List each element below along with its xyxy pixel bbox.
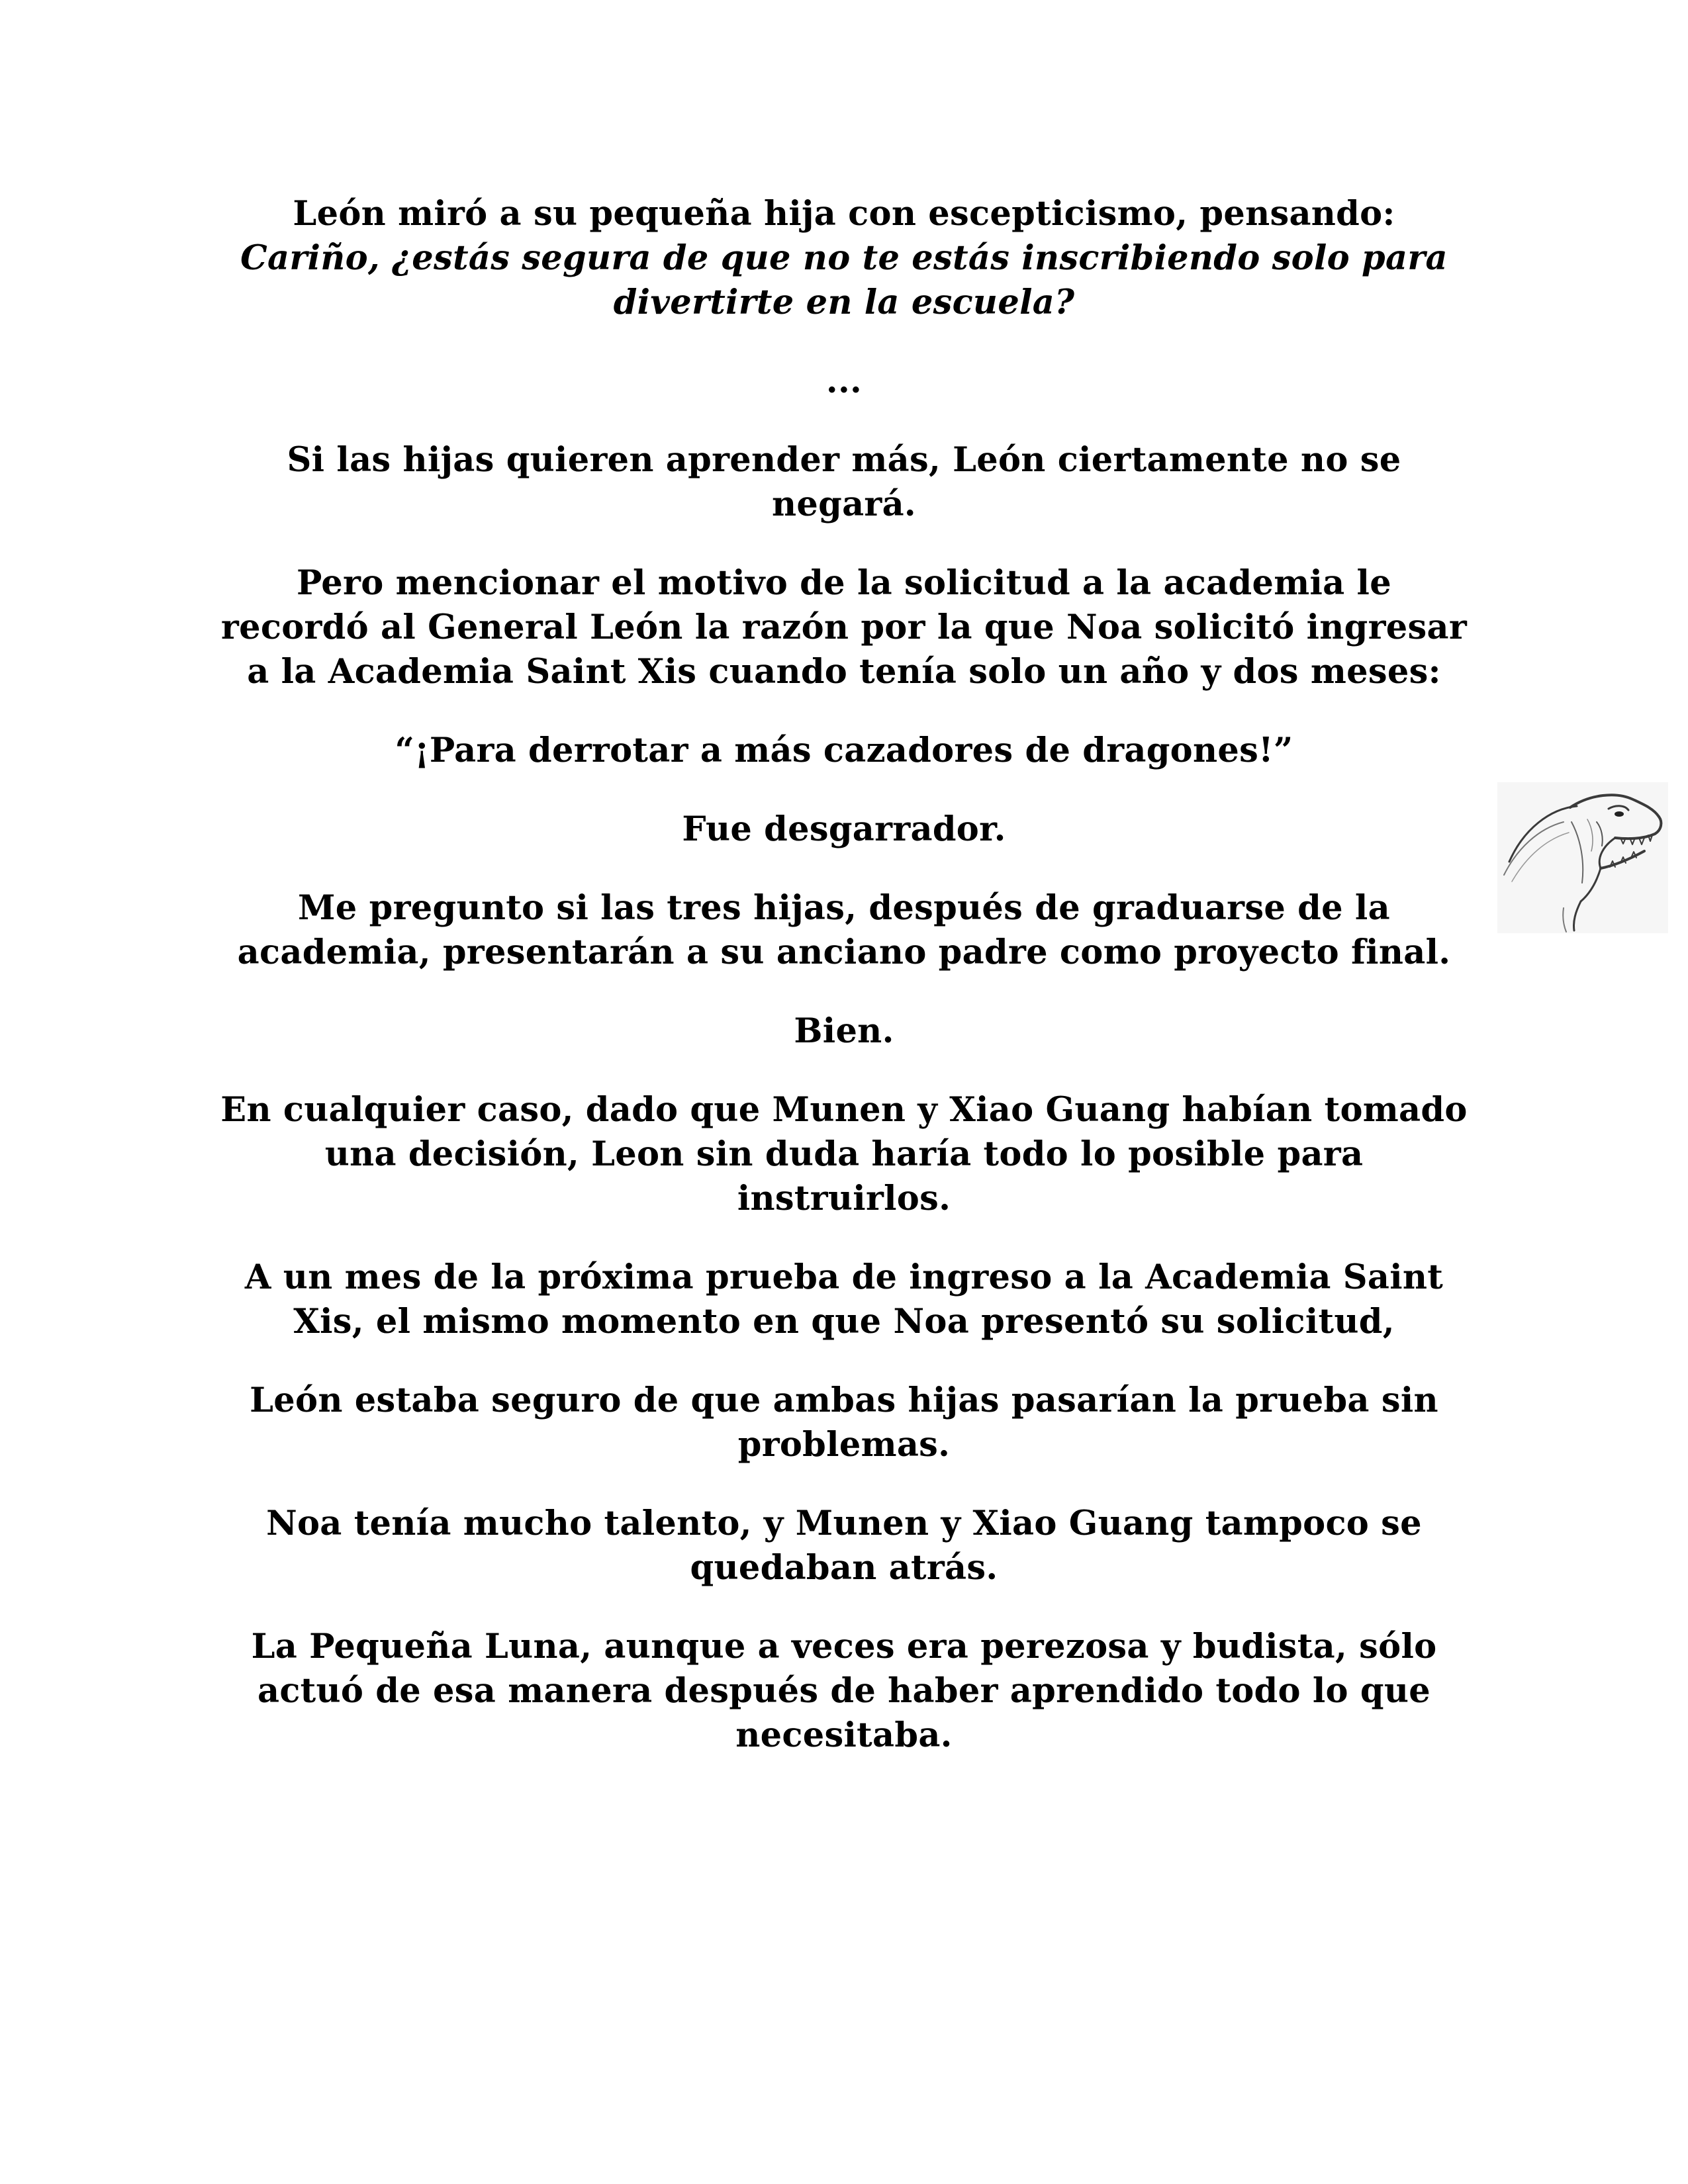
- paragraph-8: En cualquier caso, dado que Munen y Xiao Guang habían tomado una decisión, Leon sin duda haría todo lo posible para instruirlos.: [220, 1090, 1468, 1218]
- paragraph-12: La Pequeña Luna, aunque a veces era perezosa y budista, sólo actuó de esa manera después de haber aprendido todo lo que necesitaba.: [251, 1627, 1437, 1755]
- paragraph-9: A un mes de la próxima prueba de ingreso a la Academia Saint Xis, el mismo momento en que Noa presentó su solicitud,: [244, 1257, 1444, 1342]
- story-text: [218, 192, 1470, 1792]
- paragraph-2: Si las hijas quieren aprender más, León ciertamente no se negará.: [287, 440, 1401, 524]
- paragraph-4-quote: “¡Para derrotar a más cazadores de dragones!”: [395, 731, 1293, 770]
- paragraph-3: Pero mencionar el motivo de la solicitud a la academia le recordó al General León la razón por la que Noa solicitó ingresar a la Academia Saint Xis cuando tenía solo un año y dos meses:: [220, 563, 1468, 692]
- paragraph-1: [218, 192, 1470, 325]
- paragraph-5: Fue desgarrador.: [682, 809, 1006, 849]
- paragraph-1-inner-thought: Cariño, ¿estás segura de que no te estás inscribiendo solo para divertirte en la escuela?: [240, 238, 1448, 322]
- paragraph-10: León estaba seguro de que ambas hijas pasarían la prueba sin problemas.: [250, 1381, 1438, 1465]
- paragraph-7: Bien.: [794, 1011, 894, 1051]
- paragraph-1-narration: León miró a su pequeña hija con escepticismo, pensando:: [293, 194, 1395, 234]
- dinosaur-head-sketch-icon: [1497, 782, 1668, 933]
- scene-break: ...: [825, 361, 863, 401]
- paragraph-11: Noa tenía mucho talento, y Munen y Xiao Guang tampoco se quedaban atrás.: [266, 1504, 1422, 1588]
- paragraph-6: Me pregunto si las tres hijas, después de graduarse de la academia, presentarán a su anciano padre como proyecto final.: [237, 888, 1451, 972]
